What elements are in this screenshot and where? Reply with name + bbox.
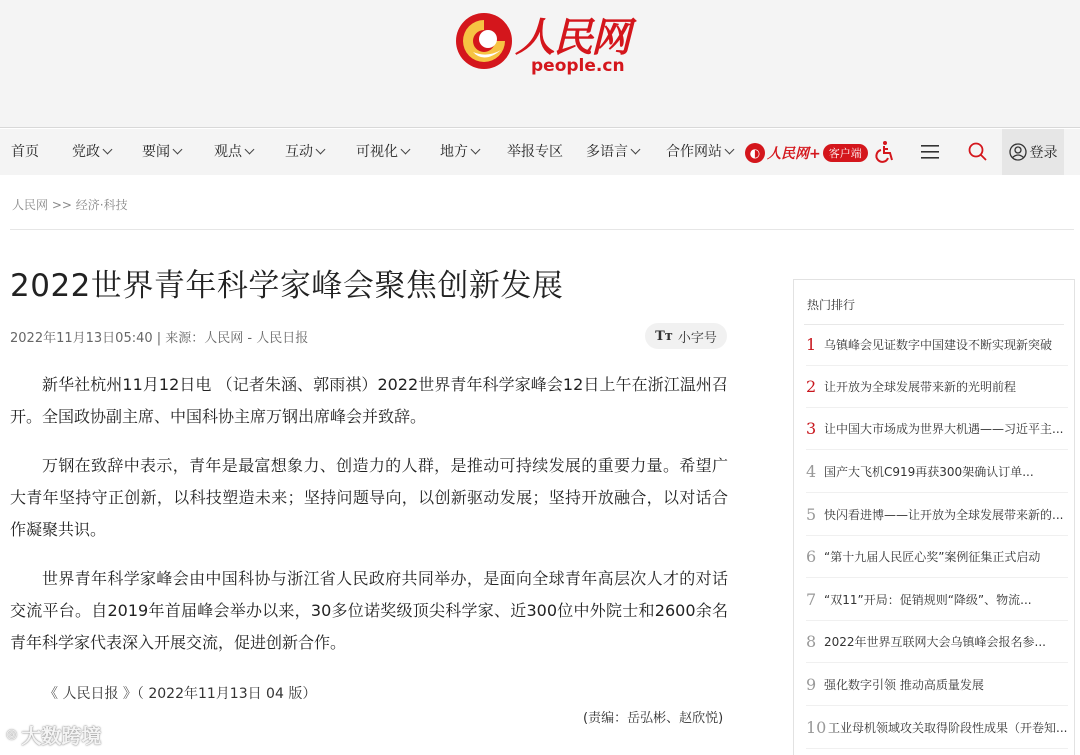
nav-label: 可视化 (356, 144, 398, 160)
font-size-icon: Tт (655, 328, 673, 344)
article-meta: 2022年11月13日05:40 | 来源：人民网 - 人民日报 (10, 331, 309, 346)
nav-label: 合作网站 (666, 144, 722, 160)
rank-number: 8 (806, 632, 817, 651)
main-nav (0, 129, 1080, 175)
hot-ranking-panel (793, 279, 1075, 755)
login-label: 登录 (1029, 145, 1058, 161)
article-paragraph: 新华社杭州11月12日电 （记者朱涵、郭雨祺）2022世界青年科学家峰会12日上午在浙江温州召开。全国政协副主席、中国科协主席万钢出席峰会并致辞。 (10, 375, 728, 426)
nav-label: 观点 (214, 144, 242, 160)
logo-text-en: people.cn (531, 56, 625, 76)
ranking-item[interactable] (806, 536, 1068, 578)
nav-item-news[interactable] (142, 129, 181, 175)
breadcrumb-home[interactable]: 人民网 (12, 198, 49, 212)
nav-label: 举报专区 (507, 144, 563, 160)
chevron-down-icon (471, 145, 481, 155)
article-source: 《 人民日报 》（ 2022年11月13日 04 版） (44, 686, 317, 702)
rank-link[interactable]: 让中国大市场成为世界大机遇——习近平主... (824, 422, 1064, 436)
nav-label: 地方 (440, 144, 468, 160)
search-icon (968, 142, 988, 162)
breadcrumb-separator: >> (51, 198, 72, 212)
user-icon (1009, 143, 1027, 161)
article-title: 2022世界青年科学家峰会聚焦创新发展 (10, 268, 564, 304)
chevron-down-icon (103, 145, 113, 155)
chevron-down-icon (401, 145, 411, 155)
rank-link[interactable]: 工业母机领域攻关取得阶段性成果（开卷知... (828, 721, 1068, 735)
rank-link[interactable]: “第十九届人民匠心奖”案例征集正式启动 (824, 550, 1041, 564)
search-button[interactable] (958, 129, 998, 175)
ranking-item[interactable] (806, 451, 1068, 493)
ranking-item[interactable] (806, 324, 1068, 366)
font-size-toggle[interactable] (645, 323, 727, 349)
rank-number: 4 (806, 462, 817, 481)
article-editor: (责编：岳弘彬、赵欣悦) (583, 711, 724, 726)
rank-link[interactable]: “双11”开局：促销规则“降级”、物流... (824, 593, 1032, 607)
nav-item-party[interactable] (72, 129, 111, 175)
ranking-item[interactable] (806, 366, 1068, 408)
nav-item-visual[interactable] (356, 129, 409, 175)
rank-number: 10 (806, 718, 827, 737)
divider (10, 229, 1074, 230)
nav-item-interact[interactable] (285, 129, 324, 175)
app-logo-icon: ◐ (745, 143, 765, 163)
ranking-item[interactable] (806, 494, 1068, 536)
font-size-label: 小字号 (677, 330, 717, 346)
site-header (0, 0, 1080, 128)
app-logo-text: 人民网+ (767, 146, 821, 162)
watermark-logo-icon: ◎ (6, 727, 18, 742)
login-button[interactable] (1002, 129, 1064, 175)
hamburger-icon (920, 143, 940, 161)
breadcrumb (12, 196, 128, 213)
rank-number: 5 (806, 505, 817, 524)
rank-link[interactable]: 国产大飞机C919再获300架确认订单... (824, 465, 1034, 479)
logo-text-cn: 人民网 (515, 14, 629, 61)
rank-link[interactable]: 快闪看进博——让开放为全球发展带来新的... (824, 508, 1064, 522)
nav-label: 多语言 (586, 144, 628, 160)
accessibility-button[interactable] (865, 129, 905, 175)
wheelchair-icon (873, 140, 897, 164)
nav-item-local[interactable] (440, 129, 479, 175)
rank-link[interactable]: 乌镇峰会见证数字中国建设不断实现新突破 (824, 338, 1053, 352)
article-paragraph: 世界青年科学家峰会由中国科协与浙江省人民政府共同举办，是面向全球青年高层次人才的对话交流平台。自2019年首届峰会举办以来，30多位诺奖级顶尖科学家、近300位中外院士和2600余名青年科学家代表深入开展交流，促进创新合作。 (10, 569, 728, 652)
rank-link[interactable]: 强化数字引领 推动高质量发展 (824, 678, 984, 692)
hot-ranking-title: 热门排行 (807, 298, 856, 312)
ranking-item[interactable] (806, 579, 1068, 621)
menu-button[interactable] (910, 129, 950, 175)
chevron-down-icon (631, 145, 641, 155)
nav-item-report[interactable] (507, 129, 563, 175)
rank-number: 3 (806, 419, 817, 438)
rank-number: 2 (806, 377, 817, 396)
rank-link[interactable]: 让开放为全球发展带来新的光明前程 (824, 380, 1017, 394)
article-paragraph: 万钢在致辞中表示，青年是最富想象力、创造力的人群，是推动可持续发展的重要力量。希望广大青年坚持守正创新，以科技塑造未来；坚持问题导向，以创新驱动发展；坚持开放融合，以对话合作凝聚共识。 (10, 456, 728, 539)
nav-label: 党政 (72, 144, 100, 160)
site-logo[interactable] (455, 6, 645, 78)
nav-item-home[interactable] (11, 129, 39, 175)
rank-number: 6 (806, 547, 817, 566)
app-badge: 客户端 (823, 144, 868, 162)
rank-number: 7 (806, 590, 817, 609)
people-logo-mark (455, 12, 513, 70)
ranking-item[interactable] (806, 707, 1068, 749)
nav-label: 互动 (285, 144, 313, 160)
nav-label: 要闻 (142, 144, 170, 160)
breadcrumb-section[interactable]: 经济·科技 (75, 198, 128, 212)
watermark-text: 大数跨境 (21, 724, 102, 748)
nav-item-languages[interactable] (586, 129, 639, 175)
nav-item-opinion[interactable] (214, 129, 253, 175)
chevron-down-icon (173, 145, 183, 155)
app-download-link[interactable] (745, 142, 868, 164)
rank-number: 9 (806, 675, 817, 694)
rank-number: 1 (806, 335, 817, 354)
watermark (6, 720, 101, 749)
rank-link[interactable]: 2022年世界互联网大会乌镇峰会报名参... (824, 635, 1046, 649)
chevron-down-icon (316, 145, 326, 155)
chevron-down-icon (245, 145, 255, 155)
nav-label: 首页 (11, 144, 39, 160)
chevron-down-icon (725, 145, 735, 155)
ranking-item[interactable] (806, 621, 1068, 663)
nav-item-partners[interactable] (666, 129, 733, 175)
ranking-item[interactable] (806, 408, 1068, 450)
ranking-item[interactable] (806, 664, 1068, 706)
